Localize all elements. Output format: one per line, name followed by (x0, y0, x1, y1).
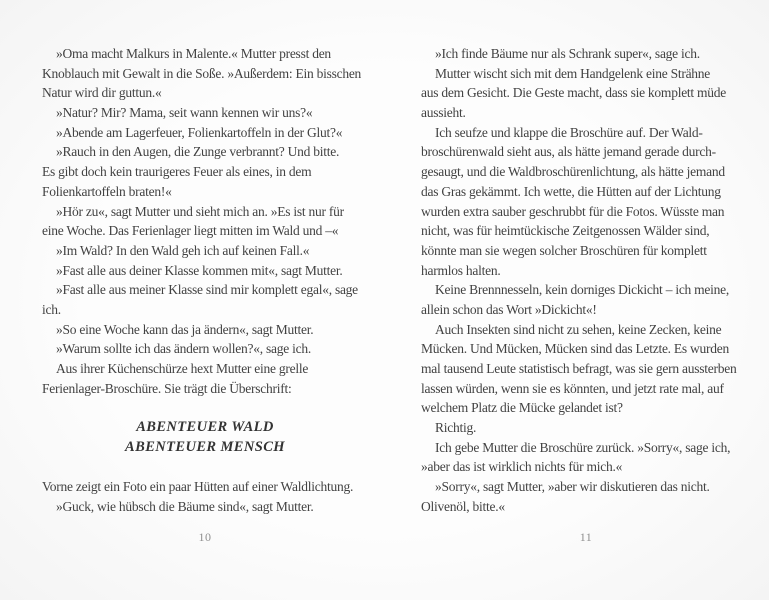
text-line: »Abende am Lagerfeuer, Folienkartoffeln in der Glut?« (56, 124, 343, 140)
text-line: Richtig. (435, 420, 477, 436)
text-line: lassen würden, wenn sie es könnten, und jetzt rate mal, auf (421, 380, 724, 396)
page-text-left (42, 44, 368, 517)
text-line: eine Woche. Das Ferienlager liegt mitten im Wald und –« (42, 223, 339, 239)
page-number-left: 10 (198, 529, 212, 544)
text-line: wurden extra sauber geschrubbt für die Fotos. Wüsste man (421, 203, 725, 219)
page-text-right (421, 44, 751, 517)
text-line: »Guck, wie hübsch die Bäume sind«, sagt Mutter. (56, 498, 314, 514)
text-line: »Sorry«, sagt Mutter, »aber wir diskutieren das nicht. (435, 479, 710, 495)
text-line: broschürenwald sieht aus, als hätte jemand gerade durch- (421, 144, 716, 160)
text-line: Ich gebe Mutter die Broschüre zurück. »Sorry«, sage ich, (435, 439, 731, 455)
page-number-right: 11 (579, 529, 593, 544)
text-line: welchem Platz die Mücke gelandet ist? (421, 400, 623, 416)
text-line: Vorne zeigt ein Foto ein paar Hütten auf einer Waldlichtung. (42, 479, 354, 495)
text-line: Folienkartoffeln braten!« (42, 183, 172, 199)
text-line: aussieht. (421, 105, 466, 121)
text-line: Mutter wischt sich mit dem Handgelenk eine Strähne (435, 65, 711, 81)
text-line: das Gras gekämmt. Ich wette, die Hütten auf der Lichtung (421, 183, 721, 199)
text-line: aus dem Gesicht. Die Geste macht, dass sie komplett müde (421, 85, 727, 101)
text-line: ich. (42, 301, 61, 317)
text-line: »Oma macht Malkurs in Malente.« Mutter presst den (56, 46, 331, 61)
text-line: »Fast alle aus meiner Klasse sind mir komplett egal«, sage (56, 282, 358, 298)
text-line: Mücken. Und Mücken, Mücken sind das Letzte. Es wurden (421, 341, 730, 357)
text-line: Ich seufze und klappe die Broschüre auf. Der Wald- (435, 124, 703, 140)
text-line: könnte man sie wegen solcher Broschüren für komplett (421, 242, 707, 258)
brochure-heading-line: ABENTEUER MENSCH (125, 438, 285, 455)
text-line: »Hör zu«, sagt Mutter und sieht mich an. »Es ist nur für (56, 203, 344, 219)
text-line: Natur wird dir guttun.« (42, 85, 162, 101)
text-line: »Warum sollte ich das ändern wollen?«, sage ich. (56, 341, 311, 357)
text-line: Aus ihrer Küchenschürze hext Mutter eine grelle (56, 361, 309, 376)
book-page-right[interactable] (421, 44, 751, 545)
text-line: »aber das ist wirklich nichts für mich.« (421, 459, 623, 475)
text-line: »Ich finde Bäume nur als Schrank super«, sage ich. (435, 46, 700, 61)
text-line: Keine Brennnesseln, kein dorniges Dickicht – ich meine, (435, 282, 730, 298)
text-line: nicht, was für heimtückische Zeitgenossen Wälder sind, (421, 223, 710, 239)
brochure-heading-line: ABENTEUER WALD (136, 419, 274, 436)
text-line: mal tausend Leute statistisch befragt, was sie gern aussterben (421, 361, 737, 376)
text-line: Knoblauch mit Gewalt in die Soße. »Außerdem: Ein bisschen (42, 65, 362, 81)
text-line: Olivenöl, bitte.« (421, 498, 505, 514)
book-page-left[interactable] (42, 44, 368, 545)
text-line: harmlos halten. (421, 262, 501, 278)
text-line: Es gibt doch kein traurigeres Feuer als eines, in dem (42, 164, 312, 180)
text-line: »Im Wald? In den Wald geh ich auf keinen Fall.« (56, 242, 310, 258)
text-line: »Natur? Mir? Mama, seit wann kennen wir uns?« (56, 105, 313, 121)
text-line: »Rauch in den Augen, die Zunge verbrannt? Und bitte. (56, 144, 340, 160)
text-line: Ferienlager-Broschüre. Sie trägt die Überschrift: (42, 380, 292, 396)
text-line: »Fast alle aus deiner Klasse kommen mit«, sagt Mutter. (56, 262, 343, 278)
text-line: »So eine Woche kann das ja ändern«, sagt Mutter. (56, 321, 314, 337)
text-line: gesaugt, und die Waldbroschürenlichtung, als hätte jemand (421, 164, 725, 180)
text-line: Auch Insekten sind nicht zu sehen, keine Zecken, keine (435, 321, 722, 337)
text-line: allein schon das Wort »Dickicht«! (421, 301, 597, 317)
